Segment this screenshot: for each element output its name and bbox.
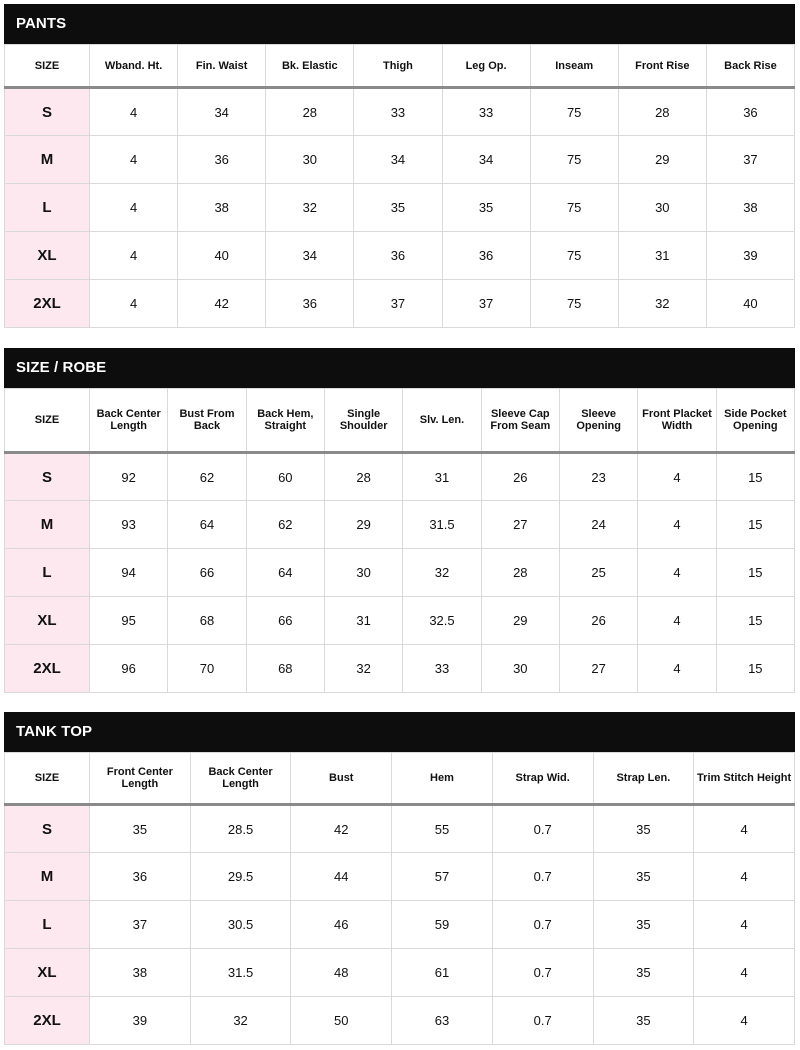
table-cell: 30: [618, 184, 706, 232]
table-cell: 4: [638, 501, 716, 549]
table-cell: 35: [354, 184, 442, 232]
size-label: S: [5, 805, 90, 853]
table-cell: 24: [559, 501, 637, 549]
table-cell: 4: [90, 136, 178, 184]
table-cell: 36: [706, 88, 794, 136]
table-row: [5, 232, 795, 280]
size-label: 2XL: [5, 997, 90, 1045]
table-cell: 34: [442, 136, 530, 184]
table-cell: 75: [530, 184, 618, 232]
table-cell: 38: [706, 184, 794, 232]
tank-top-header-row: [5, 753, 795, 805]
tank-top-size-table: [4, 752, 795, 1045]
table-cell: 57: [392, 853, 493, 901]
table-cell: 31.5: [190, 949, 291, 997]
table-cell: 0.7: [492, 997, 593, 1045]
table-cell: 37: [354, 280, 442, 328]
table-cell: 35: [593, 853, 694, 901]
table-cell: 37: [442, 280, 530, 328]
table-cell: 35: [593, 901, 694, 949]
table-cell: 36: [354, 232, 442, 280]
table-cell: 32: [266, 184, 354, 232]
table-cell: 42: [178, 280, 266, 328]
table-cell: 96: [90, 645, 168, 693]
table-cell: 34: [178, 88, 266, 136]
size-label: 2XL: [5, 280, 90, 328]
pants-size-table: [4, 44, 795, 328]
pants-section: [4, 4, 795, 328]
table-cell: 4: [694, 997, 795, 1045]
table-cell: 59: [392, 901, 493, 949]
table-cell: 4: [694, 853, 795, 901]
table-row: [5, 136, 795, 184]
table-cell: 0.7: [492, 949, 593, 997]
size-label: S: [5, 453, 90, 501]
column-header: Single Shoulder: [324, 389, 402, 453]
table-cell: 4: [90, 280, 178, 328]
size-label: L: [5, 549, 90, 597]
table-cell: 32: [324, 645, 402, 693]
table-cell: 40: [706, 280, 794, 328]
table-cell: 32.5: [403, 597, 481, 645]
table-cell: 95: [90, 597, 168, 645]
column-header: SIZE: [5, 753, 90, 805]
table-cell: 15: [716, 597, 794, 645]
table-cell: 75: [530, 88, 618, 136]
size-label: M: [5, 853, 90, 901]
table-cell: 35: [593, 997, 694, 1045]
column-header: Fin. Waist: [178, 45, 266, 88]
size-label: S: [5, 88, 90, 136]
table-cell: 30: [324, 549, 402, 597]
robe-title: SIZE / ROBE: [4, 348, 795, 388]
table-cell: 70: [168, 645, 246, 693]
table-cell: 0.7: [492, 901, 593, 949]
table-cell: 30: [481, 645, 559, 693]
table-cell: 33: [442, 88, 530, 136]
table-cell: 36: [178, 136, 266, 184]
table-cell: 44: [291, 853, 392, 901]
column-header: SIZE: [5, 389, 90, 453]
table-cell: 28: [481, 549, 559, 597]
table-cell: 4: [638, 645, 716, 693]
table-cell: 38: [178, 184, 266, 232]
column-header: Trim Stitch Height: [694, 753, 795, 805]
column-header: Side Pocket Opening: [716, 389, 794, 453]
table-cell: 28: [266, 88, 354, 136]
table-cell: 62: [246, 501, 324, 549]
table-row: [5, 501, 795, 549]
table-cell: 94: [90, 549, 168, 597]
column-header: Front Center Length: [90, 753, 191, 805]
column-header: Bust: [291, 753, 392, 805]
table-cell: 38: [90, 949, 191, 997]
column-header: Strap Len.: [593, 753, 694, 805]
table-cell: 42: [291, 805, 392, 853]
robe-section: [4, 348, 795, 693]
size-label: M: [5, 136, 90, 184]
column-header: Bust From Back: [168, 389, 246, 453]
robe-size-table: [4, 388, 795, 693]
table-cell: 36: [266, 280, 354, 328]
table-row: [5, 184, 795, 232]
table-cell: 4: [694, 805, 795, 853]
table-row: [5, 453, 795, 501]
column-header: Front Rise: [618, 45, 706, 88]
table-row: [5, 280, 795, 328]
table-cell: 0.7: [492, 805, 593, 853]
column-header: Sleeve Cap From Seam: [481, 389, 559, 453]
table-cell: 30: [266, 136, 354, 184]
column-header: Leg Op.: [442, 45, 530, 88]
size-label: L: [5, 184, 90, 232]
table-cell: 35: [593, 805, 694, 853]
table-cell: 68: [246, 645, 324, 693]
table-row: [5, 997, 795, 1045]
table-cell: 27: [481, 501, 559, 549]
table-cell: 4: [638, 549, 716, 597]
column-header: Inseam: [530, 45, 618, 88]
table-cell: 35: [593, 949, 694, 997]
column-header: Slv. Len.: [403, 389, 481, 453]
table-cell: 31.5: [403, 501, 481, 549]
table-cell: 4: [90, 88, 178, 136]
table-cell: 31: [618, 232, 706, 280]
table-cell: 4: [90, 232, 178, 280]
table-cell: 26: [481, 453, 559, 501]
tank-top-section: [4, 712, 795, 1045]
table-row: [5, 645, 795, 693]
table-cell: 28: [618, 88, 706, 136]
table-cell: 29: [618, 136, 706, 184]
column-header: Strap Wid.: [492, 753, 593, 805]
table-cell: 29: [481, 597, 559, 645]
table-cell: 31: [403, 453, 481, 501]
column-header: Hem: [392, 753, 493, 805]
table-cell: 36: [442, 232, 530, 280]
column-header: Bk. Elastic: [266, 45, 354, 88]
size-label: XL: [5, 597, 90, 645]
robe-header-row: [5, 389, 795, 453]
table-cell: 60: [246, 453, 324, 501]
table-cell: 25: [559, 549, 637, 597]
column-header: Wband. Ht.: [90, 45, 178, 88]
table-cell: 33: [354, 88, 442, 136]
table-cell: 32: [618, 280, 706, 328]
table-cell: 4: [694, 901, 795, 949]
table-cell: 15: [716, 645, 794, 693]
table-cell: 64: [168, 501, 246, 549]
table-cell: 15: [716, 501, 794, 549]
column-header: Back Hem, Straight: [246, 389, 324, 453]
table-cell: 28: [324, 453, 402, 501]
table-row: [5, 901, 795, 949]
table-cell: 62: [168, 453, 246, 501]
pants-title: PANTS: [4, 4, 795, 44]
table-cell: 46: [291, 901, 392, 949]
table-cell: 28.5: [190, 805, 291, 853]
table-cell: 93: [90, 501, 168, 549]
table-cell: 66: [168, 549, 246, 597]
table-cell: 35: [442, 184, 530, 232]
table-cell: 37: [706, 136, 794, 184]
table-cell: 37: [90, 901, 191, 949]
column-header: Thigh: [354, 45, 442, 88]
size-label: 2XL: [5, 645, 90, 693]
column-header: Sleeve Opening: [559, 389, 637, 453]
table-cell: 50: [291, 997, 392, 1045]
table-cell: 30.5: [190, 901, 291, 949]
table-cell: 36: [90, 853, 191, 901]
table-cell: 23: [559, 453, 637, 501]
table-cell: 35: [90, 805, 191, 853]
tank-top-title: TANK TOP: [4, 712, 795, 752]
table-cell: 75: [530, 136, 618, 184]
table-cell: 33: [403, 645, 481, 693]
column-header: Front Placket Width: [638, 389, 716, 453]
table-cell: 39: [90, 997, 191, 1045]
table-cell: 34: [266, 232, 354, 280]
table-cell: 15: [716, 549, 794, 597]
table-row: [5, 805, 795, 853]
table-row: [5, 549, 795, 597]
table-cell: 31: [324, 597, 402, 645]
size-label: L: [5, 901, 90, 949]
table-cell: 4: [638, 453, 716, 501]
table-cell: 92: [90, 453, 168, 501]
table-row: [5, 597, 795, 645]
table-cell: 39: [706, 232, 794, 280]
table-cell: 32: [190, 997, 291, 1045]
table-cell: 40: [178, 232, 266, 280]
column-header: Back Center Length: [90, 389, 168, 453]
table-cell: 61: [392, 949, 493, 997]
table-cell: 32: [403, 549, 481, 597]
table-row: [5, 853, 795, 901]
table-cell: 29.5: [190, 853, 291, 901]
table-cell: 4: [638, 597, 716, 645]
table-cell: 27: [559, 645, 637, 693]
table-cell: 4: [90, 184, 178, 232]
size-label: XL: [5, 232, 90, 280]
column-header: Back Center Length: [190, 753, 291, 805]
column-header: Back Rise: [706, 45, 794, 88]
table-cell: 0.7: [492, 853, 593, 901]
table-cell: 48: [291, 949, 392, 997]
table-row: [5, 88, 795, 136]
column-header: SIZE: [5, 45, 90, 88]
table-cell: 15: [716, 453, 794, 501]
table-cell: 64: [246, 549, 324, 597]
size-label: XL: [5, 949, 90, 997]
table-cell: 68: [168, 597, 246, 645]
pants-header-row: [5, 45, 795, 88]
table-cell: 29: [324, 501, 402, 549]
table-cell: 75: [530, 280, 618, 328]
table-cell: 63: [392, 997, 493, 1045]
table-cell: 75: [530, 232, 618, 280]
table-cell: 34: [354, 136, 442, 184]
table-cell: 55: [392, 805, 493, 853]
table-cell: 4: [694, 949, 795, 997]
table-cell: 26: [559, 597, 637, 645]
table-cell: 66: [246, 597, 324, 645]
table-row: [5, 949, 795, 997]
size-label: M: [5, 501, 90, 549]
